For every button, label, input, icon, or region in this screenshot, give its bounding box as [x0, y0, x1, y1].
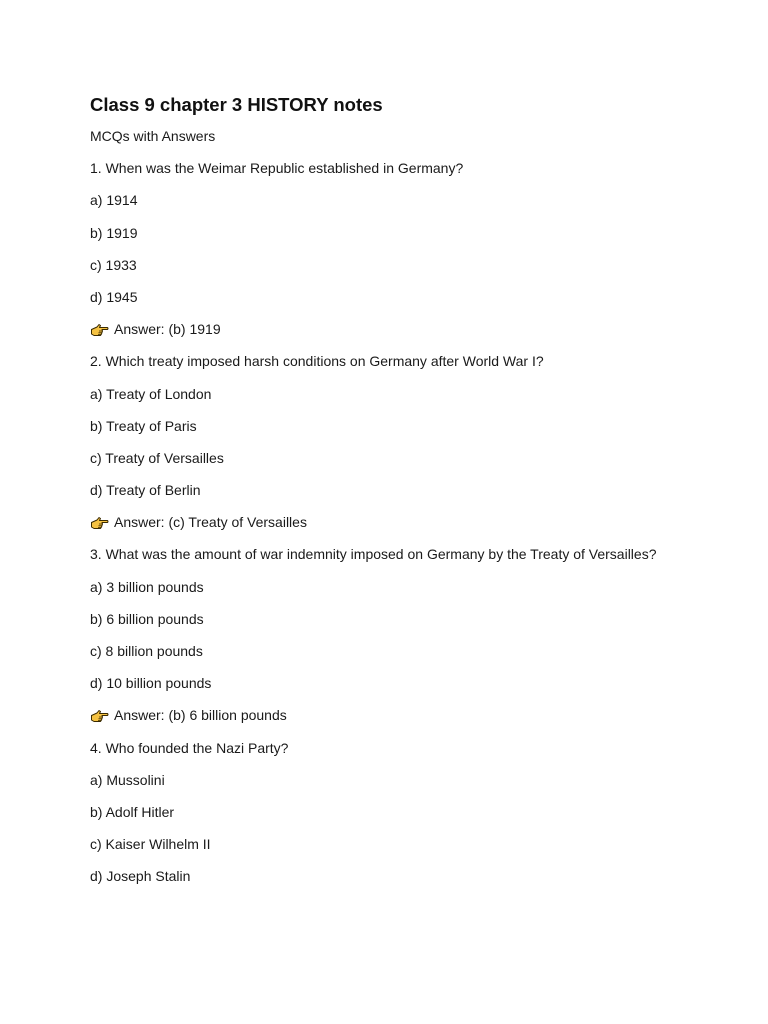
- question-text: 2. Which treaty imposed harsh conditions on Germany after World War I?: [90, 353, 544, 370]
- option-item: b) 1919: [90, 224, 138, 241]
- option-item: b) Adolf Hitler: [90, 803, 175, 820]
- option-item: a) Treaty of London: [90, 385, 212, 402]
- option-item: c) Kaiser Wilhelm II: [90, 836, 211, 853]
- question-block: [90, 160, 730, 338]
- option-item: d) Joseph Stalin: [90, 868, 191, 885]
- question-block: [90, 546, 730, 724]
- option-item: d) 10 billion pounds: [90, 675, 212, 692]
- option-item: c) Treaty of Versailles: [90, 449, 224, 466]
- pointing-hand-icon: [90, 516, 109, 530]
- option-item: b) Treaty of Paris: [90, 417, 197, 434]
- option-item: d) 1945: [90, 288, 138, 305]
- question-text: 1. When was the Weimar Republic established in Germany?: [90, 160, 464, 177]
- option-item: a) Mussolini: [90, 771, 165, 788]
- question-block: [90, 353, 730, 531]
- document-content: [90, 93, 730, 901]
- answer-line: [90, 321, 730, 338]
- answer-text: Answer: (b) 6 billion pounds: [114, 707, 287, 724]
- option-item: a) 3 billion pounds: [90, 578, 204, 595]
- page-title: Class 9 chapter 3 HISTORY notes: [90, 94, 383, 115]
- option-item: c) 8 billion pounds: [90, 643, 203, 659]
- section-subtitle: MCQs with Answers: [90, 128, 216, 144]
- question-text: 3. What was the amount of war indemnity imposed on Germany by the Treaty of Versailles?: [90, 546, 657, 563]
- option-item: c) 1933: [90, 256, 137, 273]
- option-item: d) Treaty of Berlin: [90, 482, 201, 499]
- answer-text: Answer: (c) Treaty of Versailles: [114, 514, 307, 531]
- answer-line: [90, 707, 730, 724]
- pointing-hand-icon: [90, 709, 109, 723]
- pointing-hand-icon: [90, 323, 109, 337]
- question-block: [90, 740, 730, 886]
- question-text: 4. Who founded the Nazi Party?: [90, 739, 289, 756]
- answer-line: [90, 514, 730, 531]
- option-item: b) 6 billion pounds: [90, 610, 204, 627]
- option-item: a) 1914: [90, 192, 138, 209]
- answer-text: Answer: (b) 1919: [114, 321, 221, 338]
